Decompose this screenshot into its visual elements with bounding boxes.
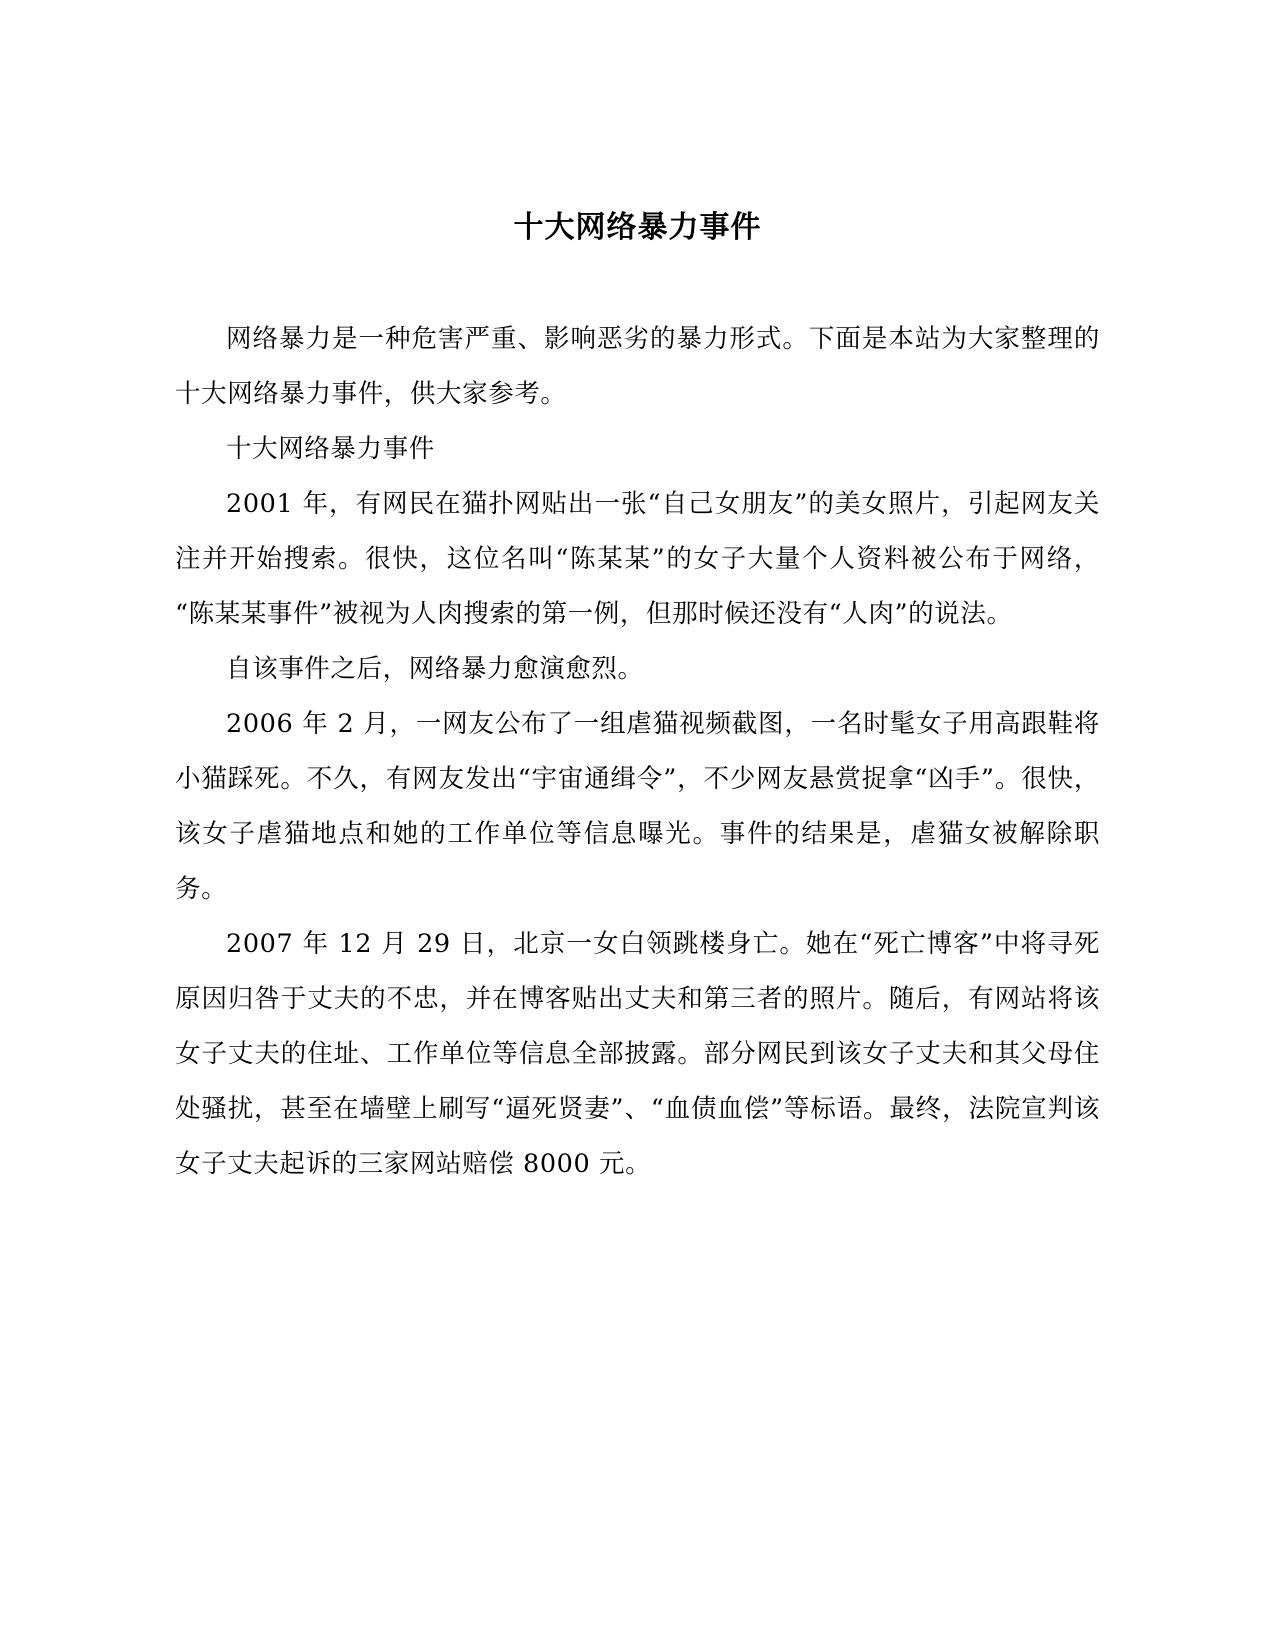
paragraph-subtitle: 十大网络暴力事件 [226, 434, 435, 464]
paragraph-event-2007: 2007 年 12 月 29 日，北京一女白领跳楼身亡。她在“死亡博客”中将寻死原因归咎于丈夫的不忠，并在博客贴出丈夫和第三者的照片。随后，有网站将该女子丈夫的住址、工作单位等信息全部披露。部分网民到该女子丈夫和其父母住处骚扰，甚至在墙壁上刷写“逼死贤妻”、“血债血偿”等标语。最终，法院宣判该女子丈夫起诉的三家网站赔偿 8000 元。 [175, 929, 1100, 1179]
paragraph-event-2001: 2001 年，有网民在猫扑网贴出一张“自己女朋友”的美女照片，引起网友关注并开始搜索。很快，这位名叫“陈某某”的女子大量个人资料被公布于网络，“陈某某事件”被视为人肉搜索的第一例，但那时候还没有“人肉”的说法。 [175, 489, 1100, 629]
document-body [175, 312, 1100, 1192]
page-title: 十大网络暴力事件 [513, 210, 762, 245]
paragraph-transition: 自该事件之后，网络暴力愈演愈烈。 [226, 654, 644, 684]
paragraph-event-2006: 2006 年 2 月，一网友公布了一组虐猫视频截图，一名时髦女子用高跟鞋将小猫踩死。不久，有网友发出“宇宙通缉令”，不少网友悬赏捉拿“凶手”。很快，该女子虐猫地点和她的工作单位等信息曝光。事件的结果是，虐猫女被解除职务。 [175, 709, 1100, 904]
paragraph-intro: 网络暴力是一种危害严重、影响恶劣的暴力形式。下面是本站为大家整理的十大网络暴力事件，供大家参考。 [175, 324, 1100, 409]
